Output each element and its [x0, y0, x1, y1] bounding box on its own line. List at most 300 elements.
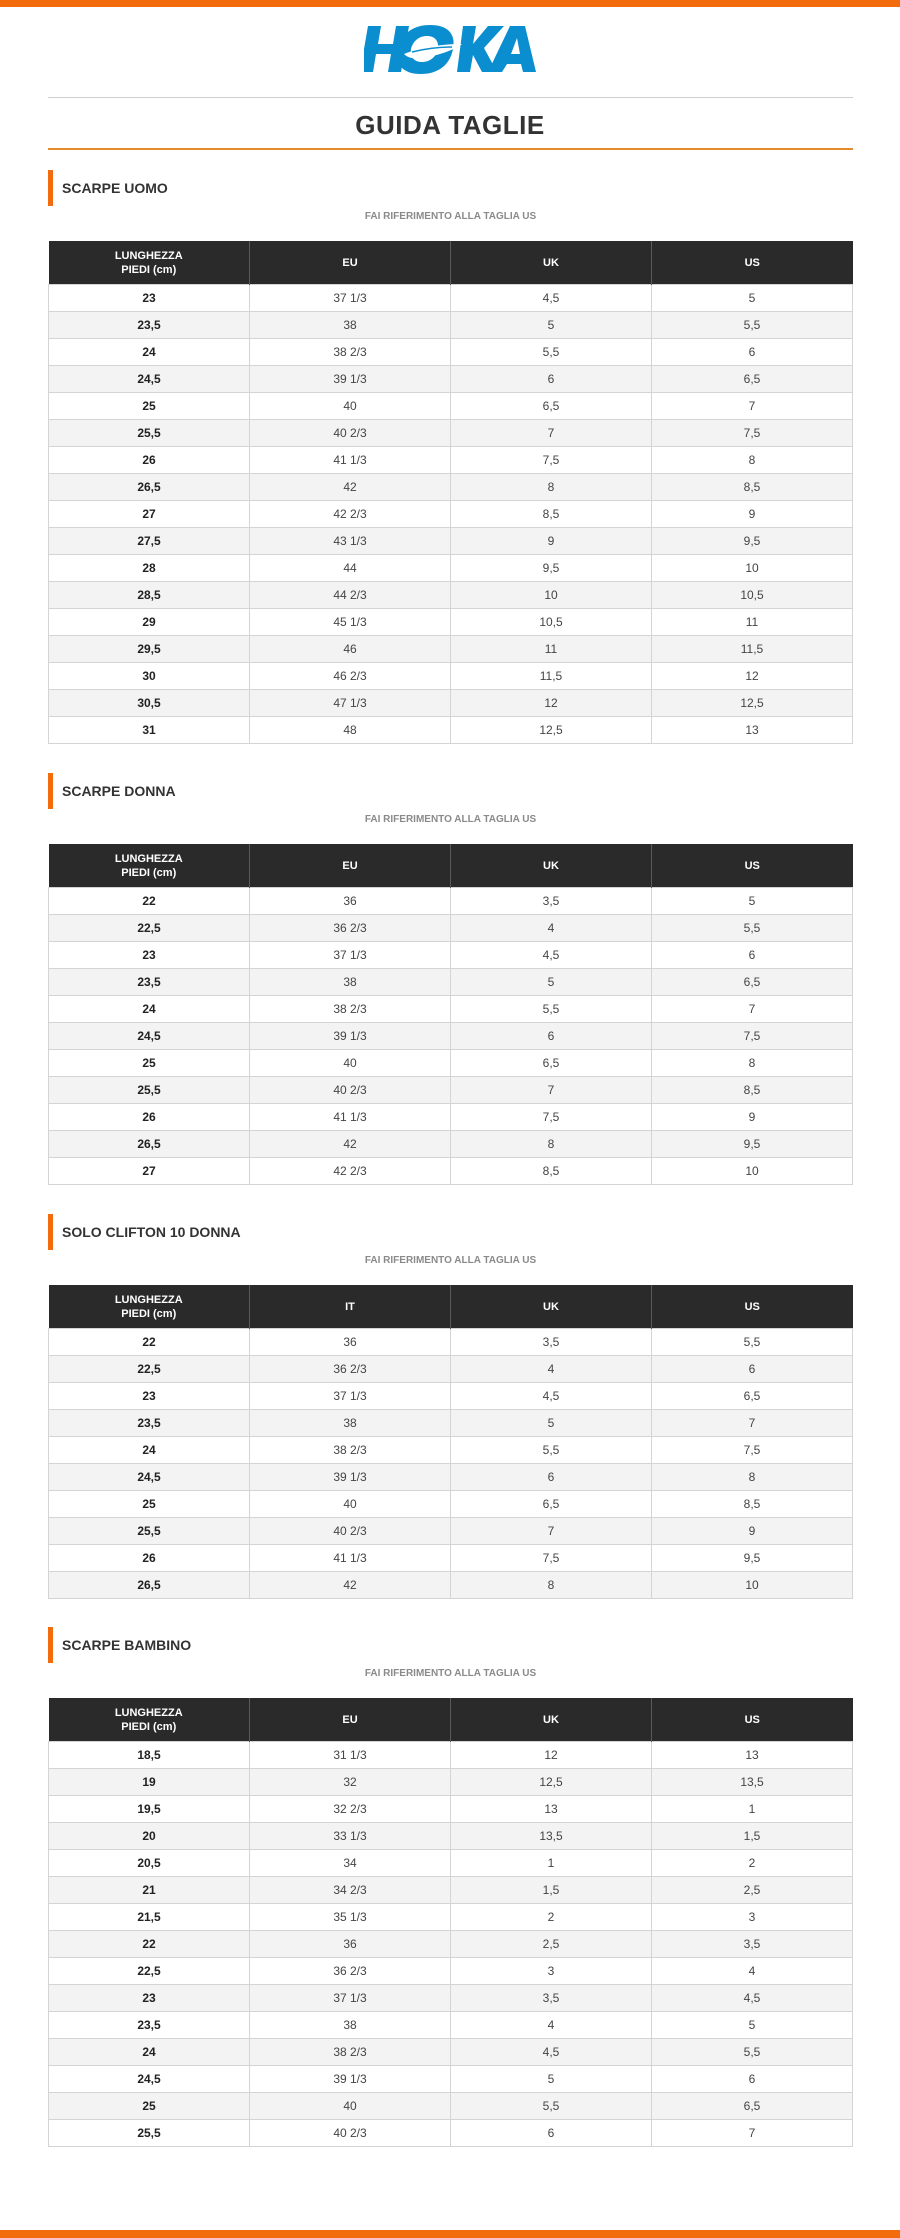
size-cell: 38	[250, 2012, 451, 2039]
size-cell: 2,5	[451, 1931, 652, 1958]
size-cell: 37 1/3	[250, 1383, 451, 1410]
section-title: SCARPE BAMBINO	[62, 1637, 192, 1653]
table-row	[49, 1545, 853, 1572]
size-section-women	[48, 773, 853, 1185]
table-row	[49, 969, 853, 996]
section-note: FAI RIFERIMENTO ALLA TAGLIA US	[364, 1255, 537, 1266]
table-row	[49, 609, 853, 636]
size-cell: 1	[451, 1850, 652, 1877]
size-cell: 42 2/3	[250, 501, 451, 528]
size-cell: 32	[250, 1769, 451, 1796]
size-cell: 10	[652, 555, 853, 582]
foot-length-cell: 22	[49, 1931, 250, 1958]
size-cell: 13	[652, 717, 853, 744]
size-cell: 32 2/3	[250, 1796, 451, 1823]
size-cell: 8,5	[652, 1491, 853, 1518]
section-header	[48, 773, 853, 809]
foot-length-cell: 23,5	[49, 969, 250, 996]
size-cell: 5,5	[451, 339, 652, 366]
size-cell: 38 2/3	[250, 1437, 451, 1464]
size-cell: 7	[451, 1518, 652, 1545]
size-cell: 4	[451, 915, 652, 942]
hoka-logo-mark	[364, 24, 536, 76]
table-row	[49, 1931, 853, 1958]
size-cell: 5	[652, 2012, 853, 2039]
size-cell: 7	[652, 996, 853, 1023]
size-cell: 5,5	[451, 996, 652, 1023]
foot-length-cell: 18,5	[49, 1742, 250, 1769]
size-cell: 36 2/3	[250, 1356, 451, 1383]
table-row	[49, 366, 853, 393]
size-cell: 39 1/3	[250, 1464, 451, 1491]
foot-length-cell: 22	[49, 888, 250, 915]
foot-length-cell: 25	[49, 2093, 250, 2120]
size-table	[48, 844, 853, 1185]
size-cell: 6,5	[451, 1050, 652, 1077]
size-cell: 10	[652, 1158, 853, 1185]
table-row	[49, 312, 853, 339]
size-cell: 4,5	[652, 1985, 853, 2012]
size-cell: 11	[652, 609, 853, 636]
size-cell: 8	[451, 1131, 652, 1158]
table-row	[49, 996, 853, 1023]
section-header	[48, 170, 853, 206]
table-row	[49, 1958, 853, 1985]
size-cell: 6	[451, 1464, 652, 1491]
size-cell: 6,5	[652, 1383, 853, 1410]
foot-length-cell: 22,5	[49, 915, 250, 942]
foot-length-cell: 24,5	[49, 2066, 250, 2093]
section-title: SCARPE UOMO	[62, 180, 168, 196]
table-row	[49, 663, 853, 690]
size-cell: 46	[250, 636, 451, 663]
foot-length-cell: 28,5	[49, 582, 250, 609]
table-row	[49, 942, 853, 969]
foot-length-cell: 20,5	[49, 1850, 250, 1877]
size-section-clifton10-women	[48, 1214, 853, 1599]
table-row	[49, 501, 853, 528]
table-row	[49, 555, 853, 582]
size-cell: 2	[451, 1904, 652, 1931]
size-cell: 39 1/3	[250, 366, 451, 393]
table-header-row	[49, 1285, 853, 1329]
column-header: EU	[250, 241, 451, 285]
table-row	[49, 1410, 853, 1437]
size-cell: 10	[652, 1572, 853, 1599]
size-cell: 39 1/3	[250, 1023, 451, 1050]
size-cell: 42	[250, 474, 451, 501]
size-cell: 9,5	[652, 1545, 853, 1572]
foot-length-cell: 22	[49, 1329, 250, 1356]
foot-length-cell: 27	[49, 501, 250, 528]
size-cell: 42 2/3	[250, 1158, 451, 1185]
section-note: FAI RIFERIMENTO ALLA TAGLIA US	[364, 1668, 537, 1679]
foot-length-cell: 26	[49, 1104, 250, 1131]
foot-length-cell: 25	[49, 393, 250, 420]
size-cell: 6,5	[652, 969, 853, 996]
size-cell: 3,5	[451, 1329, 652, 1356]
size-cell: 1,5	[451, 1877, 652, 1904]
size-cell: 7,5	[451, 447, 652, 474]
table-row	[49, 1131, 853, 1158]
size-cell: 34	[250, 1850, 451, 1877]
table-row	[49, 1850, 853, 1877]
size-cell: 8,5	[652, 474, 853, 501]
column-header: US	[652, 241, 853, 285]
section-header	[48, 1214, 853, 1250]
size-cell: 38 2/3	[250, 339, 451, 366]
foot-length-cell: 26,5	[49, 1572, 250, 1599]
size-cell: 9	[652, 1104, 853, 1131]
size-cell: 38	[250, 969, 451, 996]
size-cell: 4,5	[451, 942, 652, 969]
foot-length-cell: 25,5	[49, 1077, 250, 1104]
column-header: US	[652, 1698, 853, 1742]
size-cell: 46 2/3	[250, 663, 451, 690]
header-divider	[48, 97, 853, 98]
size-cell: 38 2/3	[250, 996, 451, 1023]
size-cell: 47 1/3	[250, 690, 451, 717]
foot-length-cell: 24,5	[49, 1464, 250, 1491]
table-row	[49, 1464, 853, 1491]
size-cell: 12	[652, 663, 853, 690]
foot-length-cell: 23	[49, 285, 250, 312]
size-cell: 7	[451, 420, 652, 447]
size-cell: 5	[451, 2066, 652, 2093]
size-cell: 38 2/3	[250, 2039, 451, 2066]
table-row	[49, 888, 853, 915]
table-row	[49, 1356, 853, 1383]
foot-length-cell: 24	[49, 1437, 250, 1464]
column-header: LUNGHEZZA PIEDI (cm)	[49, 241, 250, 285]
size-cell: 5,5	[652, 915, 853, 942]
size-cell: 10,5	[652, 582, 853, 609]
size-cell: 40	[250, 1491, 451, 1518]
size-cell: 33 1/3	[250, 1823, 451, 1850]
size-cell: 8,5	[652, 1077, 853, 1104]
size-cell: 12	[451, 1742, 652, 1769]
size-cell: 8	[652, 1050, 853, 1077]
foot-length-cell: 27	[49, 1158, 250, 1185]
table-row	[49, 1877, 853, 1904]
size-cell: 5	[451, 1410, 652, 1437]
table-row	[49, 393, 853, 420]
size-cell: 6	[451, 1023, 652, 1050]
size-cell: 12,5	[652, 690, 853, 717]
foot-length-cell: 19	[49, 1769, 250, 1796]
foot-length-cell: 23	[49, 1985, 250, 2012]
size-cell: 4,5	[451, 1383, 652, 1410]
size-cell: 12	[451, 690, 652, 717]
size-cell: 7,5	[652, 1023, 853, 1050]
foot-length-cell: 27,5	[49, 528, 250, 555]
size-cell: 6	[652, 1356, 853, 1383]
table-row	[49, 285, 853, 312]
size-cell: 4	[451, 1356, 652, 1383]
column-header: IT	[250, 1285, 451, 1329]
size-cell: 7,5	[652, 1437, 853, 1464]
foot-length-cell: 24,5	[49, 1023, 250, 1050]
size-cell: 48	[250, 717, 451, 744]
size-cell: 5,5	[451, 2093, 652, 2120]
foot-length-cell: 25	[49, 1491, 250, 1518]
column-header: EU	[250, 844, 451, 888]
column-header: LUNGHEZZA PIEDI (cm)	[49, 1698, 250, 1742]
table-row	[49, 2012, 853, 2039]
table-row	[49, 1104, 853, 1131]
foot-length-cell: 20	[49, 1823, 250, 1850]
table-row	[49, 1769, 853, 1796]
size-cell: 12,5	[451, 1769, 652, 1796]
top-accent-bar	[0, 0, 900, 7]
size-cell: 34 2/3	[250, 1877, 451, 1904]
size-cell: 5,5	[652, 1329, 853, 1356]
size-section-men	[48, 170, 853, 744]
size-cell: 43 1/3	[250, 528, 451, 555]
size-cell: 3,5	[652, 1931, 853, 1958]
size-cell: 8	[652, 447, 853, 474]
column-header: UK	[451, 1698, 652, 1742]
size-cell: 7,5	[451, 1545, 652, 1572]
table-row	[49, 1050, 853, 1077]
size-cell: 5,5	[652, 2039, 853, 2066]
size-cell: 11	[451, 636, 652, 663]
size-cell: 7	[652, 2120, 853, 2147]
size-cell: 40	[250, 1050, 451, 1077]
table-row	[49, 1572, 853, 1599]
size-cell: 6,5	[652, 2093, 853, 2120]
size-cell: 41 1/3	[250, 1545, 451, 1572]
hoka-logo	[0, 22, 900, 78]
table-row	[49, 420, 853, 447]
foot-length-cell: 23,5	[49, 312, 250, 339]
size-cell: 36 2/3	[250, 915, 451, 942]
size-cell: 8	[451, 1572, 652, 1599]
size-cell: 36	[250, 888, 451, 915]
size-cell: 40 2/3	[250, 1518, 451, 1545]
size-cell: 9,5	[451, 555, 652, 582]
table-row	[49, 2093, 853, 2120]
size-table	[48, 241, 853, 744]
size-cell: 4,5	[451, 285, 652, 312]
size-cell: 10	[451, 582, 652, 609]
size-cell: 8,5	[451, 1158, 652, 1185]
size-cell: 2,5	[652, 1877, 853, 1904]
size-cell: 13	[652, 1742, 853, 1769]
table-row	[49, 1383, 853, 1410]
section-accent-bar	[48, 170, 53, 206]
size-cell: 8	[451, 474, 652, 501]
foot-length-cell: 25,5	[49, 420, 250, 447]
column-header: UK	[451, 1285, 652, 1329]
size-cell: 4,5	[451, 2039, 652, 2066]
foot-length-cell: 23	[49, 942, 250, 969]
size-cell: 8	[652, 1464, 853, 1491]
column-header: US	[652, 1285, 853, 1329]
table-row	[49, 1518, 853, 1545]
size-cell: 40 2/3	[250, 420, 451, 447]
size-cell: 6	[652, 2066, 853, 2093]
page-title: GUIDA TAGLIE	[355, 110, 545, 140]
size-cell: 41 1/3	[250, 1104, 451, 1131]
foot-length-cell: 23,5	[49, 2012, 250, 2039]
column-header: LUNGHEZZA PIEDI (cm)	[49, 844, 250, 888]
size-cell: 37 1/3	[250, 942, 451, 969]
table-row	[49, 1742, 853, 1769]
table-row	[49, 582, 853, 609]
foot-length-cell: 22,5	[49, 1356, 250, 1383]
table-row	[49, 2039, 853, 2066]
size-table	[48, 1285, 853, 1599]
size-cell: 5,5	[652, 312, 853, 339]
size-cell: 45 1/3	[250, 609, 451, 636]
size-cell: 44 2/3	[250, 582, 451, 609]
size-cell: 36 2/3	[250, 1958, 451, 1985]
table-row	[49, 717, 853, 744]
size-cell: 7	[652, 393, 853, 420]
size-cell: 40	[250, 393, 451, 420]
size-cell: 44	[250, 555, 451, 582]
table-row	[49, 339, 853, 366]
size-cell: 6,5	[451, 1491, 652, 1518]
table-row	[49, 636, 853, 663]
table-row	[49, 690, 853, 717]
title-underline	[48, 148, 853, 150]
table-row	[49, 1437, 853, 1464]
table-row	[49, 2120, 853, 2147]
table-row	[49, 1904, 853, 1931]
column-header: US	[652, 844, 853, 888]
size-cell: 5	[451, 312, 652, 339]
size-cell: 40	[250, 2093, 451, 2120]
foot-length-cell: 21	[49, 1877, 250, 1904]
size-cell: 9	[652, 501, 853, 528]
size-cell: 10,5	[451, 609, 652, 636]
size-cell: 4	[451, 2012, 652, 2039]
section-header	[48, 1627, 853, 1663]
table-row	[49, 1329, 853, 1356]
size-cell: 1,5	[652, 1823, 853, 1850]
size-cell: 7	[451, 1077, 652, 1104]
section-title: SOLO CLIFTON 10 DONNA	[62, 1224, 241, 1240]
bottom-accent-bar	[0, 2230, 900, 2238]
size-cell: 4	[652, 1958, 853, 1985]
size-cell: 31 1/3	[250, 1742, 451, 1769]
size-cell: 6	[652, 339, 853, 366]
size-cell: 13	[451, 1796, 652, 1823]
column-header: EU	[250, 1698, 451, 1742]
foot-length-cell: 24,5	[49, 366, 250, 393]
foot-length-cell: 31	[49, 717, 250, 744]
size-cell: 2	[652, 1850, 853, 1877]
size-cell: 35 1/3	[250, 1904, 451, 1931]
size-cell: 7,5	[451, 1104, 652, 1131]
size-cell: 1	[652, 1796, 853, 1823]
foot-length-cell: 26,5	[49, 1131, 250, 1158]
size-cell: 3,5	[451, 888, 652, 915]
size-cell: 37 1/3	[250, 1985, 451, 2012]
size-cell: 11,5	[652, 636, 853, 663]
size-cell: 9	[451, 528, 652, 555]
table-row	[49, 528, 853, 555]
size-cell: 8,5	[451, 501, 652, 528]
section-title: SCARPE DONNA	[62, 783, 176, 799]
foot-length-cell: 26,5	[49, 474, 250, 501]
size-cell: 40 2/3	[250, 2120, 451, 2147]
foot-length-cell: 21,5	[49, 1904, 250, 1931]
foot-length-cell: 19,5	[49, 1796, 250, 1823]
foot-length-cell: 22,5	[49, 1958, 250, 1985]
size-cell: 3	[652, 1904, 853, 1931]
foot-length-cell: 30	[49, 663, 250, 690]
size-cell: 40 2/3	[250, 1077, 451, 1104]
size-cell: 37 1/3	[250, 285, 451, 312]
size-cell: 12,5	[451, 717, 652, 744]
table-row	[49, 447, 853, 474]
table-row	[49, 1823, 853, 1850]
foot-length-cell: 28	[49, 555, 250, 582]
foot-length-cell: 23	[49, 1383, 250, 1410]
foot-length-cell: 26	[49, 447, 250, 474]
foot-length-cell: 29,5	[49, 636, 250, 663]
size-cell: 9	[652, 1518, 853, 1545]
column-header: UK	[451, 241, 652, 285]
table-row	[49, 1796, 853, 1823]
size-cell: 13,5	[451, 1823, 652, 1850]
size-cell: 6	[451, 2120, 652, 2147]
foot-length-cell: 25,5	[49, 1518, 250, 1545]
size-cell: 9,5	[652, 528, 853, 555]
foot-length-cell: 23,5	[49, 1410, 250, 1437]
table-header-row	[49, 241, 853, 285]
section-note: FAI RIFERIMENTO ALLA TAGLIA US	[364, 814, 537, 825]
size-cell: 6	[652, 942, 853, 969]
size-cell: 7,5	[652, 420, 853, 447]
size-cell: 41 1/3	[250, 447, 451, 474]
table-row	[49, 474, 853, 501]
size-cell: 9,5	[652, 1131, 853, 1158]
section-accent-bar	[48, 773, 53, 809]
table-row	[49, 1985, 853, 2012]
foot-length-cell: 29	[49, 609, 250, 636]
size-cell: 13,5	[652, 1769, 853, 1796]
table-row	[49, 1023, 853, 1050]
table-header-row	[49, 844, 853, 888]
size-cell: 36	[250, 1931, 451, 1958]
size-cell: 6	[451, 366, 652, 393]
size-cell: 5,5	[451, 1437, 652, 1464]
table-row	[49, 1491, 853, 1518]
section-accent-bar	[48, 1627, 53, 1663]
size-cell: 5	[652, 888, 853, 915]
size-cell: 42	[250, 1572, 451, 1599]
foot-length-cell: 30,5	[49, 690, 250, 717]
section-note: FAI RIFERIMENTO ALLA TAGLIA US	[364, 211, 537, 222]
table-row	[49, 1077, 853, 1104]
column-header: LUNGHEZZA PIEDI (cm)	[49, 1285, 250, 1329]
size-cell: 3,5	[451, 1985, 652, 2012]
size-cell: 7	[652, 1410, 853, 1437]
size-cell: 39 1/3	[250, 2066, 451, 2093]
size-cell: 11,5	[451, 663, 652, 690]
size-cell: 6,5	[451, 393, 652, 420]
foot-length-cell: 24	[49, 996, 250, 1023]
table-row	[49, 1158, 853, 1185]
size-cell: 5	[451, 969, 652, 996]
size-cell: 38	[250, 1410, 451, 1437]
size-cell: 6,5	[652, 366, 853, 393]
foot-length-cell: 25,5	[49, 2120, 250, 2147]
